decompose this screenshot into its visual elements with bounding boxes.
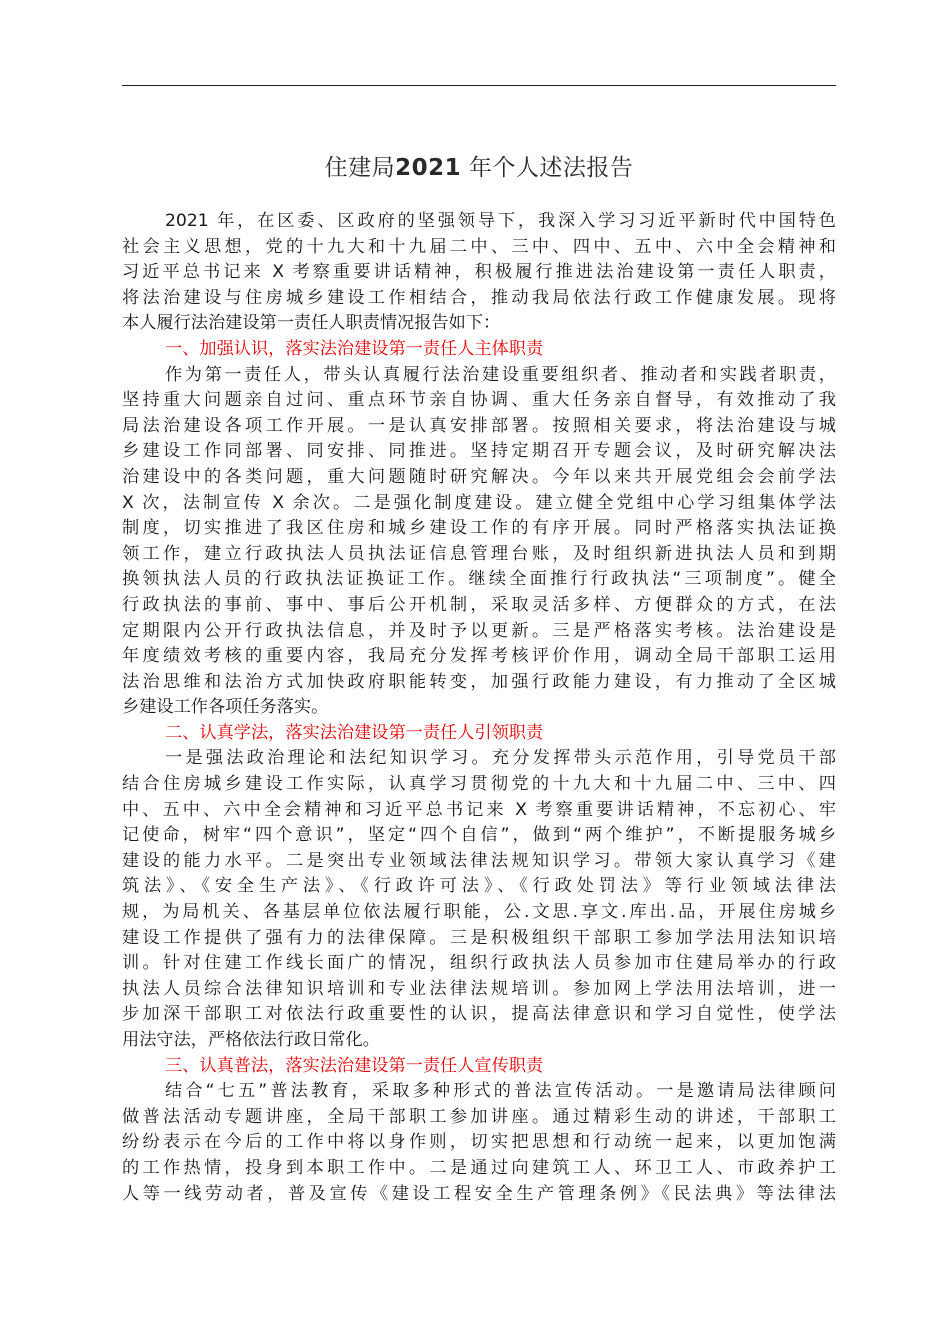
paragraph-line: 局法治建设各项工作开展。一是认真安排部署。按照相关要求，将法治建设与城: [122, 415, 836, 436]
paragraph-line: 纷纷表示在今后的工作中将以身作则，切实把思想和行动统一起来，以更加饱满: [122, 1132, 836, 1153]
paragraph-line: 结合“七五”普法教育，采取多种形式的普法宣传活动。一是邀请局法律顾问: [165, 1081, 836, 1102]
paragraph-line: 社会主义思想，党的十九大和十九届二中、三中、四中、五中、六中全会精神和: [122, 236, 836, 257]
paragraph-line: 治建设中的各类问题，重大问题随时研究解决。今年以来共开展党组会会前学法: [122, 466, 836, 487]
paragraph-line: 建设的能力水平。二是突出专业领域法律法规知识学习。带领大家认真学习《建: [122, 850, 836, 871]
paragraph-line: 一是强法政治理论和法纪知识学习。充分发挥带头示范作用，引导党员干部: [165, 748, 836, 769]
paragraph-line: 中、五中、六中全会精神和习近平总书记来 X 考察重要讲话精神，不忘初心、牢: [122, 799, 836, 820]
paragraph-line: 换领执法人员的行政执法证换证工作。继续全面推行行政执法“三项制度”。健全: [122, 569, 836, 590]
title-year: 2021: [395, 155, 462, 181]
document-title: [122, 150, 836, 186]
paragraph-line: 训。针对住建工作线长面广的情况，组织行政执法人员参加市住建局举办的行政: [122, 953, 836, 974]
paragraph-line: 坚持重大问题亲自过问、重点环节亲自协调、重大任务亲自督导，有效推动了我: [122, 390, 836, 411]
document-body: [122, 209, 836, 1207]
paragraph-line: 记使命，树牢“四个意识”，坚定“四个自信”，做到“两个维护”，不断提服务城乡: [122, 825, 836, 846]
paragraph-line: 做普法活动专题讲座，全局干部职工参加讲座。通过精彩生动的讲述，干部职工: [122, 1106, 836, 1127]
paragraph-line: 2021 年，在区委、区政府的坚强领导下，我深入学习习近平新时代中国特色: [165, 211, 836, 231]
paragraph-line: 筑法》、《安全生产法》、《行政许可法》、《行政处罚法》等行业领域法律法: [122, 876, 836, 897]
paragraph-line: 领工作，建立行政执法人员执法证信息管理台账，及时组织新进执法人员和到期: [122, 543, 836, 564]
paragraph-line: 年度绩效考核的重要内容，我局充分发挥考核评价作用，调动全局干部职工运用: [122, 646, 836, 667]
section-heading: 二、认真学法，落实法治建设第一责任人引领职责: [165, 722, 544, 743]
section-heading: 三、认真普法，落实法治建设第一责任人宣传职责: [165, 1055, 544, 1076]
paragraph-line: 步加深干部职工对依法行政重要性的认识，提高法律意识和学习自觉性，使学法: [122, 1004, 836, 1025]
paragraph-line: 定期限内公开行政执法信息，并及时予以更新。三是严格落实考核。法治建设是: [122, 620, 836, 641]
paragraph-line: 将法治建设与住房城乡建设工作相结合，推动我局依法行政工作健康发展。现将: [122, 287, 836, 308]
paragraph-line: 作为第一责任人，带头认真履行法治建设重要组织者、推动者和实践者职责，: [165, 364, 836, 385]
paragraph-line: 建设工作提供了强有力的法律保障。三是积极组织干部职工参加学法用法知识培: [122, 927, 836, 948]
paragraph-line: 用法守法，严格依法行政日常化。: [122, 1030, 380, 1050]
paragraph-line: 结合住房城乡建设工作实际，认真学习贯彻党的十九大和十九届二中、三中、四: [122, 774, 836, 795]
paragraph-line: 规，为局机关、各基层单位依法履行职能，公.文思.享文.库出.品，开展住房城乡: [122, 902, 836, 923]
paragraph-line: 法治思维和法治方式加快政府职能转变，加强行政能力建设，有力推动了全区城: [122, 671, 836, 692]
paragraph-line: 乡建设工作同部署、同安排、同推进。坚持定期召开专题会议，及时研究解决法: [122, 441, 836, 462]
paragraph-line: 人等一线劳动者，普及宣传《建设工程安全生产管理条例》《民法典》等法律法: [122, 1183, 836, 1204]
paragraph-line: 的工作热情，投身到本职工作中。二是通过向建筑工人、环卫工人、市政养护工: [122, 1157, 836, 1178]
paragraph-line: X 次，法制宣传 X 余次。二是强化制度建设。建立健全党组中心学习组集体学法: [122, 492, 836, 513]
paragraph-line: 本人履行法治建设第一责任人职责情况报告如下：: [122, 313, 501, 334]
title-prefix: 住建局: [324, 155, 396, 181]
section-heading: 一、加强认识，落实法治建设第一责任人主体职责: [165, 338, 544, 359]
paragraph-line: 乡建设工作各项任务落实。: [122, 697, 329, 718]
paragraph-line: 制度，切实推进了我区住房和城乡建设工作的有序开展。同时严格落实执法证换: [122, 518, 836, 539]
paragraph-line: 执法人员综合法律知识培训和专业法律法规培训。参加网上学法用法培训，进一: [122, 978, 836, 999]
header-rule: [122, 85, 836, 86]
title-suffix: 年个人述法报告: [468, 155, 634, 181]
paragraph-line: 行政执法的事前、事中、事后公开机制，采取灵活多样、方便群众的方式，在法: [122, 594, 836, 615]
paragraph-line: 习近平总书记来 X 考察重要讲话精神，积极履行推进法治建设第一责任人职责，: [122, 262, 836, 283]
